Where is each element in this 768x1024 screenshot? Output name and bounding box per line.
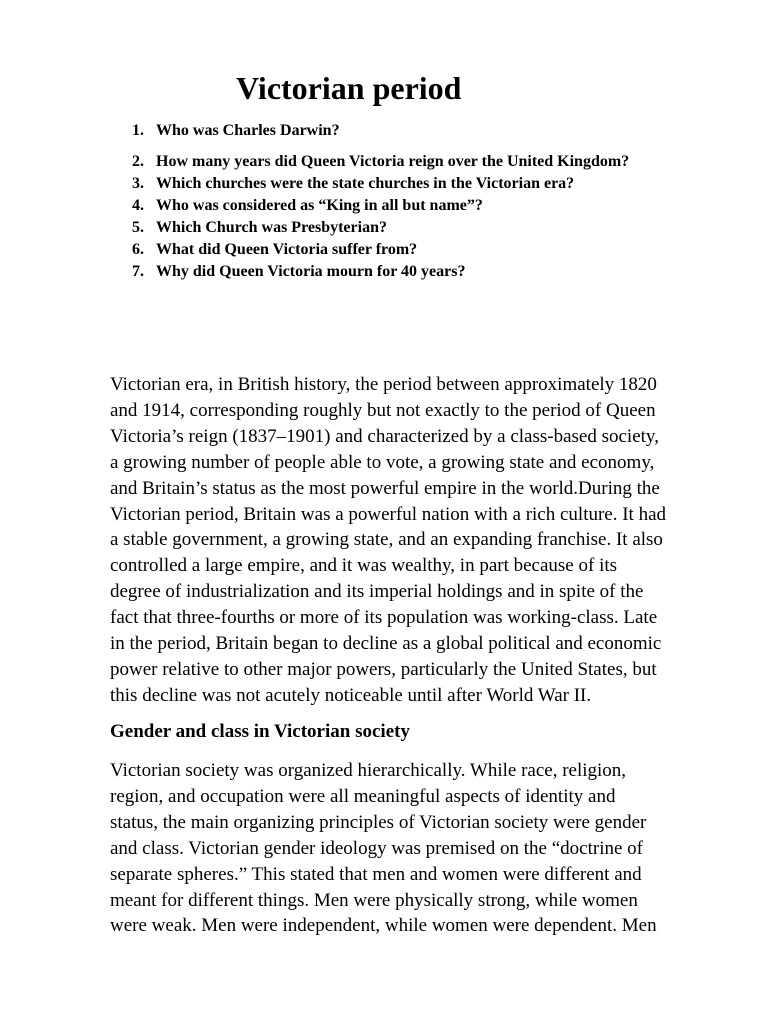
- list-item-number: 7.: [132, 263, 144, 280]
- list-item-text: Who was Charles Darwin?: [156, 122, 340, 139]
- list-item-text: Who was considered as “King in all but name”?: [156, 197, 483, 214]
- list-item: [132, 239, 629, 261]
- list-item-text: Why did Queen Victoria mourn for 40 years?: [156, 263, 466, 280]
- section-heading: Gender and class in Victorian society: [110, 721, 410, 742]
- list-item-number: 2.: [132, 153, 144, 170]
- list-item: [132, 120, 629, 142]
- list-item-text: Which Church was Presbyterian?: [156, 219, 387, 236]
- list-item-number: 1.: [132, 122, 144, 139]
- list-item-text: How many years did Queen Victoria reign over the United Kingdom?: [156, 153, 630, 170]
- question-list: [132, 120, 629, 283]
- intro-paragraph: Victorian era, in British history, the period between approximately 1820 and 1914, corresponding roughly but not exactly to the period of Queen Victoria’s reign (1837–1901) and characterized by a class-based society, a growing number of people able to vote, a growing state and economy, and Britain’s status as the most powerful empire in the world.During the Victorian period, Britain was a powerful nation with a rich culture. It had a stable government, a growing state, and an expanding franchise. It also controlled a large empire, and it was wealthy, in part because of its degree of industrialization and its imperial holdings and in spite of the fact that three-fourths or more of its population was working-class. Late in the period, Britain began to decline as a global political and economic power relative to other major powers, particularly the United States, but this decline was not acutely noticeable until after World War II.: [110, 374, 667, 706]
- list-item: [132, 261, 629, 283]
- list-item: [132, 195, 629, 217]
- list-item: [132, 151, 629, 173]
- list-item: [132, 217, 629, 239]
- gender-class-paragraph: Victorian society was organized hierarchically. While race, religion, region, and occupation were all meaningful aspects of identity and status, the main organizing principles of Victorian society were gender and class. Victorian gender ideology was premised on the “doctrine of separate spheres.” This stated that men and women were different and meant for different things. Men were physically strong, while women were weak. Men were independent, while women were dependent. Men: [110, 760, 657, 937]
- list-item-text: Which churches were the state churches in the Victorian era?: [156, 175, 575, 192]
- list-item-number: 5.: [132, 219, 144, 236]
- page-title: Victorian period: [236, 70, 462, 106]
- list-item: [132, 173, 629, 195]
- list-item-text: What did Queen Victoria suffer from?: [156, 241, 418, 258]
- list-item-number: 3.: [132, 175, 144, 192]
- list-item-number: 6.: [132, 241, 144, 258]
- list-item-number: 4.: [132, 197, 144, 214]
